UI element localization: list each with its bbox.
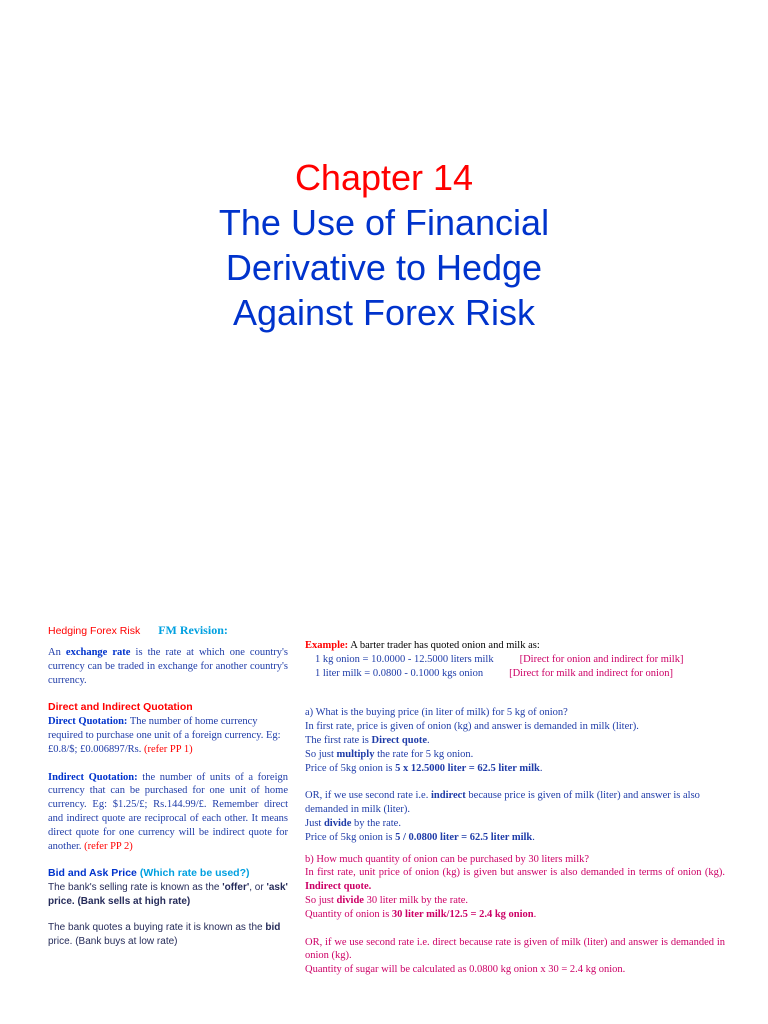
question-b: b) How much quantity of onion can be purchased by 30 liters milk? In first rate, unit price of onion (kg) is given but answer is also demanded in terms of onion (kg). Indirect quote. So just divide 30 liter milk by the rate. Quantity of onion is 30 liter milk/12.5 = 2.4 kg onion. bbox=[305, 853, 725, 920]
rate-line-1: 1 kg onion = 10.0000 - 12.5000 liters milk [Direct for onion and indirect for milk] bbox=[315, 653, 684, 665]
bid-ask-heading: Bid and Ask Price (Which rate be used?) bbox=[48, 867, 250, 880]
bid-price-paragraph: The bank quotes a buying rate it is known as the bid price. (Bank buys at low rate) bbox=[48, 922, 281, 948]
chapter-number: Chapter 14 bbox=[294, 157, 474, 198]
question-a: a) What is the buying price (in liter of milk) for 5 kg of onion? In first rate, price is given of onion (kg) and answer is demanded in milk (liter). The first rate is Direct quote. So just multiply the rate for 5 kg onion. Price of 5kg onion is 5 x 12.5000 liter = 62.5 liter milk. bbox=[305, 706, 725, 775]
rate-line-2: 1 liter milk = 0.0800 - 0.1000 kgs onion [Direct for milk and indirect for onion] bbox=[315, 667, 673, 679]
alternative-a: OR, if we use second rate i.e. indirect because price is given of milk (liter) and answer is also demanded in milk (liter). Just divide by the rate. Price of 5kg onion is 5 / 0.0800 liter = 62.5 liter milk. bbox=[305, 790, 700, 843]
example-intro: Example: A barter trader has quoted onion and milk as: bbox=[305, 640, 540, 651]
quotation-heading: Direct and Indirect Quotation bbox=[48, 701, 193, 714]
revision-label: FM Revision: bbox=[158, 623, 228, 637]
title-line-2: Derivative to Hedge bbox=[225, 247, 543, 288]
title-line-1: The Use of Financial bbox=[218, 202, 550, 243]
indirect-quotation-paragraph: Indirect Quotation: the number of units of a foreign currency that can be purchased for one unit of home currency. Eg: $1.25/£; Rs.144.99/£. Remember direct and indirect quote are reciprocal of each other. It means direct quote for one currency will be indirect quote for another. (refer PP 2) bbox=[48, 771, 289, 852]
slide-title bbox=[0, 155, 768, 335]
alternative-b: OR, if we use second rate i.e. direct because rate is given of milk (liter) and answer is demanded in onion (kg). Quantity of sugar will be calculated as 0.0800 kg onion x 30 = 2.4 kg onion. bbox=[305, 936, 725, 976]
left-column bbox=[48, 623, 288, 949]
hedging-heading: Hedging Forex Risk bbox=[48, 625, 141, 637]
direct-quotation-paragraph: Direct Quotation: The number of home currency required to purchase one unit of a foreign currency. Eg: £0.8/$; £0.006897/Rs. (refer PP 1) bbox=[48, 716, 281, 755]
right-column bbox=[305, 639, 725, 977]
question-b-text: b) How much quantity of onion can be purchased by 30 liters milk? bbox=[305, 853, 590, 865]
left-heading-row bbox=[48, 623, 288, 638]
question-a-text: a) What is the buying price (in liter of milk) for 5 kg of onion? bbox=[305, 707, 568, 719]
title-line-3: Against Forex Risk bbox=[232, 292, 536, 333]
exchange-rate-paragraph: An exchange rate is the rate at which one country's currency can be traded in exchange for another country's currency. bbox=[48, 647, 288, 686]
ask-price-paragraph: The bank's selling rate is known as the 'offer', or 'ask' price. (Bank sells at high rate) bbox=[48, 882, 288, 908]
